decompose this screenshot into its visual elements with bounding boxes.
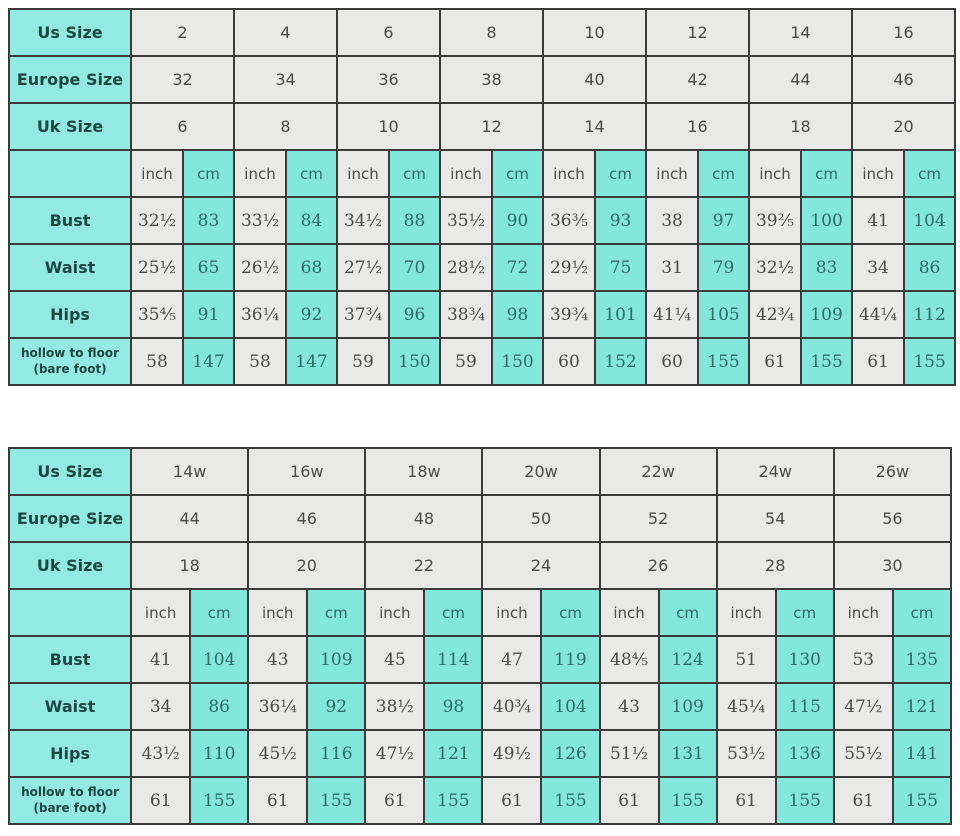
unit-cm-label: cm [698, 150, 749, 197]
size-row [9, 103, 955, 150]
cm-value: 98 [424, 683, 482, 730]
inch-value: 27½ [337, 244, 389, 291]
inch-value: 61 [365, 777, 424, 824]
unit-cm-label: cm [389, 150, 440, 197]
inch-value: 61 [834, 777, 893, 824]
size-value: 48 [365, 495, 482, 542]
cm-value: 70 [389, 244, 440, 291]
row-label: Uk Size [9, 103, 131, 150]
inch-value: 55½ [834, 730, 893, 777]
size-value: 28 [717, 542, 834, 589]
inch-value: 41 [852, 197, 904, 244]
inch-value: 38¾ [440, 291, 492, 338]
size-value: 14 [543, 103, 646, 150]
inch-value: 60 [646, 338, 698, 385]
unit-cm-label: cm [801, 150, 852, 197]
inch-value: 38½ [365, 683, 424, 730]
inch-value: 61 [749, 338, 801, 385]
size-value: 12 [646, 9, 749, 56]
unit-cm-label: cm [904, 150, 955, 197]
inch-value: 36⅗ [543, 197, 595, 244]
unit-cm-label: cm [286, 150, 337, 197]
cm-value: 104 [541, 683, 599, 730]
cm-value: 72 [492, 244, 543, 291]
size-value: 30 [834, 542, 951, 589]
size-value: 20 [248, 542, 365, 589]
cm-value: 93 [595, 197, 646, 244]
unit-cm-label: cm [595, 150, 646, 197]
inch-value: 59 [440, 338, 492, 385]
inch-value: 35½ [440, 197, 492, 244]
size-value: 8 [234, 103, 337, 150]
size-row [9, 448, 951, 495]
unit-inch-label: inch [646, 150, 698, 197]
measurement-row [9, 244, 955, 291]
inch-value: 43 [248, 636, 307, 683]
unit-inch-label: inch [234, 150, 286, 197]
inch-value: 34½ [337, 197, 389, 244]
size-value: 46 [852, 56, 955, 103]
unit-cm-label: cm [659, 589, 717, 636]
unit-inch-label: inch [717, 589, 776, 636]
cm-value: 98 [492, 291, 543, 338]
inch-value: 61 [717, 777, 776, 824]
inch-value: 49½ [482, 730, 541, 777]
size-value: 10 [543, 9, 646, 56]
row-label: Hips [9, 291, 131, 338]
cm-value: 86 [904, 244, 955, 291]
measurement-row [9, 197, 955, 244]
inch-value: 25½ [131, 244, 183, 291]
size-row [9, 542, 951, 589]
size-charts [8, 8, 952, 825]
unit-inch-label: inch [440, 150, 492, 197]
inch-value: 47 [482, 636, 541, 683]
inch-value: 32½ [131, 197, 183, 244]
row-label: Europe Size [9, 495, 131, 542]
row-label: Europe Size [9, 56, 131, 103]
inch-value: 61 [131, 777, 190, 824]
cm-value: 104 [904, 197, 955, 244]
unit-inch-label: inch [337, 150, 389, 197]
inch-value: 51½ [600, 730, 659, 777]
cm-value: 92 [307, 683, 365, 730]
unit-cm-label: cm [776, 589, 834, 636]
cm-value: 104 [190, 636, 248, 683]
inch-value: 61 [600, 777, 659, 824]
cm-value: 65 [183, 244, 234, 291]
cm-value: 88 [389, 197, 440, 244]
cm-value: 155 [893, 777, 951, 824]
size-value: 52 [600, 495, 717, 542]
cm-value: 100 [801, 197, 852, 244]
cm-value: 155 [190, 777, 248, 824]
cm-value: 79 [698, 244, 749, 291]
cm-value: 147 [286, 338, 337, 385]
cm-value: 109 [659, 683, 717, 730]
inch-value: 40¾ [482, 683, 541, 730]
cm-value: 124 [659, 636, 717, 683]
inch-value: 33½ [234, 197, 286, 244]
cm-value: 112 [904, 291, 955, 338]
cm-value: 155 [801, 338, 852, 385]
size-value: 18 [131, 542, 248, 589]
cm-value: 109 [307, 636, 365, 683]
inch-value: 34 [852, 244, 904, 291]
cm-value: 131 [659, 730, 717, 777]
cm-value: 90 [492, 197, 543, 244]
cm-value: 75 [595, 244, 646, 291]
inch-value: 28½ [440, 244, 492, 291]
cm-value: 84 [286, 197, 337, 244]
inch-value: 61 [852, 338, 904, 385]
cm-value: 121 [893, 683, 951, 730]
cm-value: 135 [893, 636, 951, 683]
inch-value: 44¼ [852, 291, 904, 338]
inch-value: 47½ [834, 683, 893, 730]
inch-value: 37¾ [337, 291, 389, 338]
inch-value: 48⅘ [600, 636, 659, 683]
cm-value: 150 [389, 338, 440, 385]
row-label: Us Size [9, 448, 131, 495]
cm-value: 130 [776, 636, 834, 683]
inch-value: 36¼ [234, 291, 286, 338]
unit-inch-label: inch [600, 589, 659, 636]
row-label: Bust [9, 197, 131, 244]
inch-value: 41¼ [646, 291, 698, 338]
unit-header-row [9, 589, 951, 636]
unit-inch-label: inch [543, 150, 595, 197]
inch-value: 29½ [543, 244, 595, 291]
size-value: 22w [600, 448, 717, 495]
size-value: 14 [749, 9, 852, 56]
cm-value: 96 [389, 291, 440, 338]
unit-inch-label: inch [365, 589, 424, 636]
size-value: 16w [248, 448, 365, 495]
measurement-row [9, 683, 951, 730]
inch-value: 26½ [234, 244, 286, 291]
cm-value: 105 [698, 291, 749, 338]
size-row [9, 495, 951, 542]
size-value: 44 [131, 495, 248, 542]
cm-value: 150 [492, 338, 543, 385]
size-value: 4 [234, 9, 337, 56]
plus-size-table [8, 447, 952, 825]
size-value: 16 [646, 103, 749, 150]
inch-value: 42¾ [749, 291, 801, 338]
cm-value: 109 [801, 291, 852, 338]
cm-value: 147 [183, 338, 234, 385]
unit-inch-label: inch [834, 589, 893, 636]
inch-value: 36¼ [248, 683, 307, 730]
size-value: 2 [131, 9, 234, 56]
inch-value: 61 [248, 777, 307, 824]
size-value: 38 [440, 56, 543, 103]
inch-value: 39¾ [543, 291, 595, 338]
cm-value: 83 [183, 197, 234, 244]
size-value: 32 [131, 56, 234, 103]
size-value: 36 [337, 56, 440, 103]
inch-value: 60 [543, 338, 595, 385]
inch-value: 51 [717, 636, 776, 683]
inch-value: 59 [337, 338, 389, 385]
cm-value: 101 [595, 291, 646, 338]
inch-value: 34 [131, 683, 190, 730]
size-value: 18 [749, 103, 852, 150]
cm-value: 126 [541, 730, 599, 777]
cm-value: 155 [659, 777, 717, 824]
size-value: 22 [365, 542, 482, 589]
cm-value: 92 [286, 291, 337, 338]
cm-value: 155 [776, 777, 834, 824]
row-label: hollow to floor (bare foot) [9, 777, 131, 824]
row-label: Us Size [9, 9, 131, 56]
size-row [9, 9, 955, 56]
row-label: Waist [9, 683, 131, 730]
inch-value: 61 [482, 777, 541, 824]
unit-inch-label: inch [749, 150, 801, 197]
cm-value: 121 [424, 730, 482, 777]
inch-value: 43 [600, 683, 659, 730]
standard-size-table [8, 8, 956, 386]
size-value: 46 [248, 495, 365, 542]
inch-value: 45½ [248, 730, 307, 777]
inch-value: 45 [365, 636, 424, 683]
unit-cm-label: cm [307, 589, 365, 636]
measurement-row [9, 777, 951, 824]
cm-value: 136 [776, 730, 834, 777]
cm-value: 116 [307, 730, 365, 777]
inch-value: 35⅘ [131, 291, 183, 338]
row-label: hollow to floor (bare foot) [9, 338, 131, 385]
inch-value: 31 [646, 244, 698, 291]
cm-value: 152 [595, 338, 646, 385]
unit-header-row [9, 150, 955, 197]
inch-value: 58 [131, 338, 183, 385]
inch-value: 53½ [717, 730, 776, 777]
size-value: 24w [717, 448, 834, 495]
size-value: 20w [482, 448, 599, 495]
unit-cm-label: cm [893, 589, 951, 636]
size-value: 12 [440, 103, 543, 150]
empty-corner-cell [9, 150, 131, 197]
unit-cm-label: cm [183, 150, 234, 197]
cm-value: 155 [541, 777, 599, 824]
size-value: 24 [482, 542, 599, 589]
row-label: Waist [9, 244, 131, 291]
size-value: 10 [337, 103, 440, 150]
size-value: 6 [337, 9, 440, 56]
size-value: 14w [131, 448, 248, 495]
measurement-row [9, 291, 955, 338]
unit-inch-label: inch [248, 589, 307, 636]
cm-value: 97 [698, 197, 749, 244]
size-value: 8 [440, 9, 543, 56]
cm-value: 86 [190, 683, 248, 730]
unit-cm-label: cm [190, 589, 248, 636]
unit-inch-label: inch [852, 150, 904, 197]
inch-value: 43½ [131, 730, 190, 777]
row-label: Hips [9, 730, 131, 777]
row-label: Uk Size [9, 542, 131, 589]
cm-value: 155 [307, 777, 365, 824]
cm-value: 110 [190, 730, 248, 777]
cm-value: 83 [801, 244, 852, 291]
size-value: 34 [234, 56, 337, 103]
size-value: 16 [852, 9, 955, 56]
size-value: 6 [131, 103, 234, 150]
size-value: 40 [543, 56, 646, 103]
measurement-row [9, 730, 951, 777]
size-value: 44 [749, 56, 852, 103]
inch-value: 58 [234, 338, 286, 385]
unit-inch-label: inch [482, 589, 541, 636]
cm-value: 155 [904, 338, 955, 385]
cm-value: 91 [183, 291, 234, 338]
unit-cm-label: cm [541, 589, 599, 636]
cm-value: 119 [541, 636, 599, 683]
empty-corner-cell [9, 589, 131, 636]
inch-value: 41 [131, 636, 190, 683]
cm-value: 141 [893, 730, 951, 777]
inch-value: 53 [834, 636, 893, 683]
unit-inch-label: inch [131, 150, 183, 197]
size-value: 42 [646, 56, 749, 103]
inch-value: 38 [646, 197, 698, 244]
inch-value: 47½ [365, 730, 424, 777]
cm-value: 155 [424, 777, 482, 824]
measurement-row [9, 636, 951, 683]
unit-cm-label: cm [492, 150, 543, 197]
cm-value: 68 [286, 244, 337, 291]
row-label: Bust [9, 636, 131, 683]
cm-value: 115 [776, 683, 834, 730]
size-value: 54 [717, 495, 834, 542]
measurement-row [9, 338, 955, 385]
size-value: 56 [834, 495, 951, 542]
size-value: 18w [365, 448, 482, 495]
size-value: 50 [482, 495, 599, 542]
inch-value: 32½ [749, 244, 801, 291]
unit-inch-label: inch [131, 589, 190, 636]
inch-value: 39⅖ [749, 197, 801, 244]
cm-value: 114 [424, 636, 482, 683]
unit-cm-label: cm [424, 589, 482, 636]
size-value: 26w [834, 448, 951, 495]
size-value: 26 [600, 542, 717, 589]
cm-value: 155 [698, 338, 749, 385]
size-row [9, 56, 955, 103]
size-value: 20 [852, 103, 955, 150]
inch-value: 45¼ [717, 683, 776, 730]
